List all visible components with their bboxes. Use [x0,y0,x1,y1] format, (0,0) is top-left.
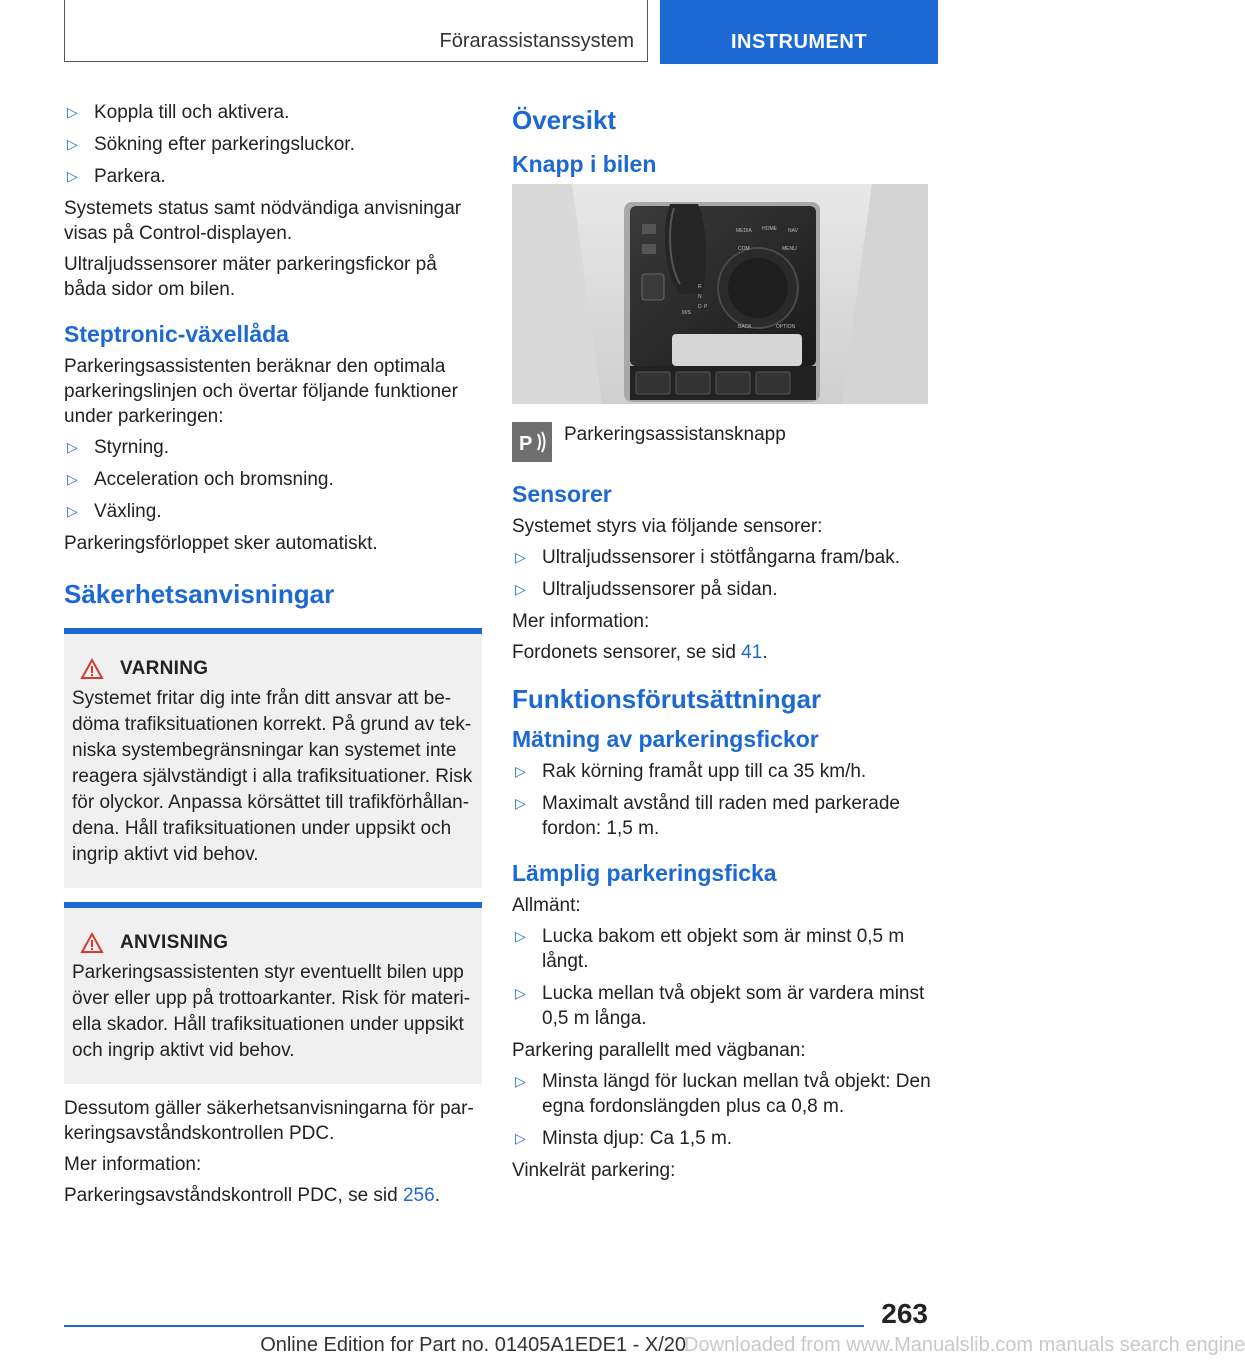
paragraph: Mer information: [512,611,650,632]
svg-text:P: P [519,433,533,455]
list-item: ▷ Rak körning framåt upp till ca 35 km/h. [512,759,932,784]
list-item: ▷ Ultraljudssensorer i stötfångarna fram/bak. [512,545,932,570]
list-item: ▷ Styrning. [64,435,482,460]
parking-assist-button-icon[interactable] [512,422,552,462]
console-label: NAV [788,228,798,234]
paragraph: Systemet styrs via följande sensorer: [512,516,823,537]
function-heading: Funktionsförutsättningar [512,684,822,714]
list-item: ▷ Maximalt avstånd till raden med parkerade fordon: 1,5 m. [512,791,932,841]
paragraph: Vinkelrät parkering: [512,1160,676,1181]
suitable-heading: Lämplig parkeringsficka [512,860,777,886]
list-item: ▷ Växling. [64,499,482,524]
console-label: OPTION [776,324,796,330]
list-item: ▷ Minsta längd för luckan mellan två objekt: Den egna fordonslängden plus ca 0,8 m. [512,1069,932,1119]
overview-heading: Översikt [512,105,617,135]
left-column [64,100,482,1214]
list-item: ▷ Lucka mellan två objekt som är vardera minst 0,5 m långa. [512,981,932,1031]
button-heading: Knapp i bilen [512,151,657,177]
list-item: ▷ Acceleration och bromsning. [64,467,482,492]
console-label: BACK [738,324,752,330]
gear-label: R [698,284,702,290]
steptronic-heading: Steptronic-växellåda [64,321,289,347]
measure-heading: Mätning av parkeringsfickor [512,726,819,752]
header-chapter-tab[interactable]: INSTRUMENT [660,0,938,64]
reference-end: . [762,642,768,663]
page-number: 263 [881,1298,928,1329]
console-label: COM [738,246,750,252]
paragraph: Allmänt: [512,895,581,916]
paragraph: Mer information: [64,1154,202,1175]
notice-title: ANVISNING [120,932,229,953]
list-item: ▷ Lucka bakom ett objekt som är minst 0,5 m långt. [512,924,932,974]
button-caption-row [512,422,932,462]
gear-label: N [698,294,702,300]
measure-list [512,759,932,841]
center-console-photo [512,184,928,404]
button-caption: Parkeringsassistansknapp [564,424,786,445]
right-column [512,100,932,1189]
watermark-text: Downloaded from www.Manualslib.com manuals search engine [684,1334,1245,1356]
steps-list [64,100,482,189]
reference-text: Parkeringsavståndskontroll PDC, se sid [64,1185,403,1206]
general-list [512,924,932,1031]
reference-paragraph [64,1183,482,1208]
list-item: ▷ Parkera. [64,164,482,189]
parallel-list [512,1069,932,1151]
paragraph: Ultraljudssensorer mäter parkeringsfickor på båda sidor om bilen. [64,254,437,300]
sensors-heading: Sensorer [512,481,612,507]
warning-title: VARNING [120,658,209,679]
console-label: MEDIA [736,228,752,234]
list-item: ▷ Minsta djup: Ca 1,5 m. [512,1126,932,1151]
warning-title-row [72,656,474,682]
paragraph: Parkering parallellt med vägbanan: [512,1040,806,1061]
page-link[interactable]: 256 [402,1185,435,1206]
functions-list [64,435,482,524]
list-item: ▷ Ultraljudssensorer på sidan. [512,577,932,602]
reference-paragraph [512,640,932,665]
gear-label: P [704,304,708,310]
list-item: ▷ Koppla till och aktivera. [64,100,482,125]
reference-end: . [434,1185,440,1206]
paragraph: Systemets status samt nödvändiga anvisningar visas på Control-displayen. [64,198,462,244]
paragraph: Parkeringsförloppet sker automatiskt. [64,533,378,554]
list-item: ▷ Sökning efter parkeringsluckor. [64,132,482,157]
paragraph: Parkeringsassistenten beräknar den optimala parkeringslinjen och övertar följande funktioner under parkeringen: [64,356,458,427]
warning-triangle-icon [80,932,104,954]
header-section-title: Förarassistanssystem [439,30,634,52]
console-label: MENU [782,246,797,252]
reference-text: Fordonets sensorer, se sid [512,642,742,663]
warning-triangle-icon [80,658,104,680]
gear-label: D [698,304,702,310]
paragraph: Dessutom gäller säkerhetsanvisningarna för parkeringsavståndskontrollen PDC. [64,1098,474,1144]
page-link[interactable]: 41 [741,642,763,663]
gear-label: M/S [682,310,691,316]
console-label: HOME [762,226,777,232]
sensors-list [512,545,932,602]
notice-text: Parkeringsassistenten styr eventuellt bilen upp över eller upp på trottoarkanter. Risk för materiella skador. Håll trafiksituationen under uppsikt och ingrip aktivt vid behov. [72,962,471,1061]
warning-box [64,628,482,888]
edition-text: Online Edition for Part no. 01405A1EDE1 - X/20 [260,1334,686,1356]
warning-text: Systemet fritar dig inte från ditt ansvar att bedöma trafiksituationen korrekt. På grund av tekniska systembegränsningar kan systemet inte reagera självständigt i alla trafiksituationer. Risk för olyckor. Anpassa körsättet till trafikförhållandena. Håll trafiksituationen under uppsikt och ingrip aktivt vid behov. [72,688,473,865]
footer-divider [64,1325,864,1327]
notice-title-row [72,930,474,956]
safety-heading: Säkerhetsanvisningar [64,579,335,609]
notice-box [64,902,482,1084]
